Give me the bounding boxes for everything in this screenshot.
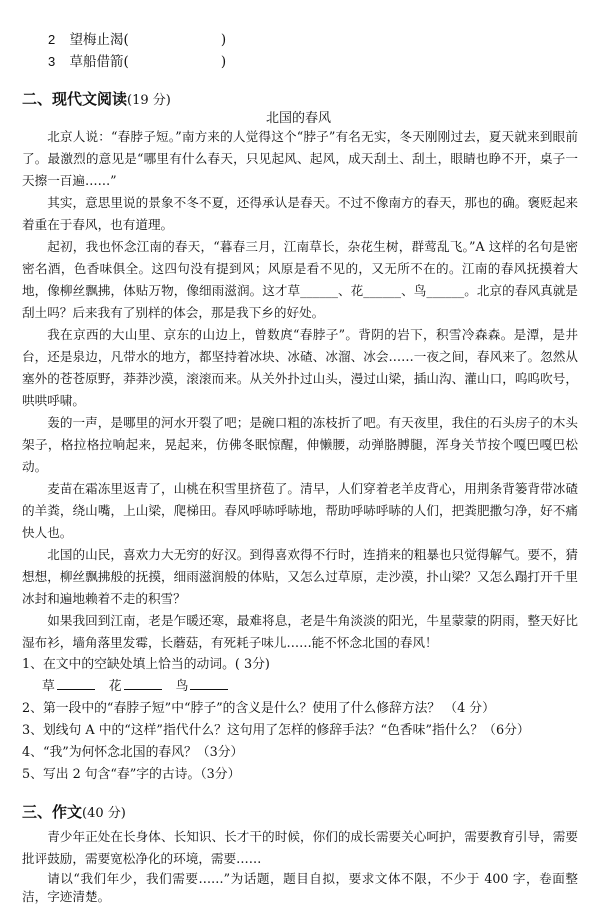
- section2-heading: [22, 89, 171, 111]
- question-1: 1、在文中的空缺处填上恰当的动词。( 3分): [22, 657, 270, 672]
- prev-item-3: [48, 52, 226, 72]
- article-paragraph: 麦苗在霜冻里返青了，山桃在积雪里挤苞了。清早，人们穿着老羊皮背心，用荆条背篓背带冰碴的羊粪，绕山嘴，上山梁，爬梯田。春风呼哧呼哧地，帮助呼哧呼哧的人们，把粪肥撒匀净，好不痛快人也。: [22, 481, 578, 540]
- section3-points: (40 分): [82, 806, 126, 821]
- fill-label: 鸟: [175, 679, 189, 694]
- essay-paragraph: 请以“我们年少，我们需要……”为话题，题目自拟，要求文体不限，不少于 400 字，卷面整洁，字迹清楚。: [22, 871, 578, 904]
- article-title: 北国的春风: [266, 111, 332, 126]
- essay-paragraph: 青少年正处在长身体、长知识、长才干的时候，你们的成长需要关心呵护，需要教育引导，需要批评鼓励，需要宽松净化的环境，需要……: [22, 829, 578, 866]
- question-5: 5、写出 2 句含“春”字的古诗。（3分）: [22, 767, 241, 782]
- article-paragraph: 轰的一声，是哪里的河水开裂了吧；是碗口粗的冻枝折了吧。有天夜里，我住的石头房子的木头架子，格拉格拉响起来，晃起来，仿佛冬眠惊醒，伸懒腰，动弹胳膊腿，浑身关节按个嘎巴嘎巴松动。: [22, 415, 578, 474]
- question-2: 2、第一段中的“春脖子短”中“脖子”的含义是什么？使用了什么修辞方法？ （4 分）: [22, 701, 495, 716]
- prev-item-2: [48, 30, 226, 50]
- article-paragraph: 其实，意思里说的景象不冬不夏，还得承认是春天。不过不像南方的春天，那也的确。褒贬起来着重在于春风，也有道理。: [22, 195, 578, 232]
- prev-item-number: 2: [48, 32, 56, 47]
- section3-heading-text: 三、作文: [22, 803, 83, 821]
- fill-in-line: [42, 676, 230, 698]
- article-paragraph: 我在京西的大山里、京东的山边上，曾数庹“春脖子”。背阴的岩下，积雪冷森森。是潭，是井台，还是泉边，凡带水的地方，都坚持着冰块、冰碴、冰溜、冰会……一夜之间，春风来了。忽然从塞外的苍苍原野，莽莽沙漠，滚滚而来。从关外扑过山头，漫过山梁，插山沟、灌山口，呜呜吹号，哄哄呼啸。: [22, 327, 578, 408]
- prev-item-text: 草船借箭(: [69, 54, 129, 70]
- section3-heading: [22, 802, 126, 824]
- fill-blank[interactable]: [190, 676, 228, 690]
- question-3: 3、划线句 A 中的“这样”指代什么？这句用了怎样的修辞手法？“色香味”指什么？（6分）: [22, 723, 530, 738]
- fill-label: 花: [108, 679, 122, 694]
- section2-heading-text: 二、现代文阅读: [22, 90, 128, 108]
- prev-item-close: ): [220, 54, 227, 70]
- article-paragraph: 北国的山民，喜欢力大无穷的好汉。到得喜欢得不行时，连捎来的粗暴也只觉得解气。要不，猜想想，柳丝飘拂般的抚摸，细雨滋润般的体贴，又怎么过草原，走沙漠，扑山梁？又怎么蹋打开千里冰封和遍地赖着不走的积雪？: [22, 547, 578, 606]
- question-4: 4、“我”为何怀念北国的春风？（3分）: [22, 745, 244, 760]
- article-paragraph: 起初，我也怀念江南的春天，“暮春三月，江南草长，杂花生树，群莺乱飞。”A 这样的名句是密密名酒，色香味俱全。这四句没有提到风；风原是看不见的，又无所不在的。江南的春风抚摸着大地，像柳丝飘拂，体贴万物，像细雨滋润。这才草______、花______、鸟______。北京的春风真就是刮土吗？后来我有了别样的体会，那是我下乡的好处。: [22, 239, 578, 320]
- article-paragraph: 如果我回到江南，老是乍暖还寒，最难将息，老是牛角淡淡的阳光，牛星蒙蒙的阴雨，整天好比湿布衫，墙角落里发霉，长蘑菇，有死耗子味儿……能不怀念北国的春风！: [22, 613, 578, 650]
- fill-label: 草: [42, 679, 55, 694]
- prev-item-close: ): [220, 32, 227, 48]
- article-paragraph: 北京人说：“春脖子短。”南方来的人觉得这个“脖子”有名无实，冬天刚刚过去，夏天就来到眼前了。最激烈的意见是“哪里有什么春天，只见起风、起风，成天刮土、刮土，眼睛也睁不开，桌子一天擦一百遍……”: [22, 129, 578, 188]
- section2-points: (19 分): [127, 93, 171, 108]
- prev-item-number: 3: [48, 54, 56, 69]
- fill-blank[interactable]: [124, 676, 162, 690]
- fill-blank[interactable]: [57, 676, 95, 690]
- prev-item-text: 望梅止渴(: [69, 32, 129, 48]
